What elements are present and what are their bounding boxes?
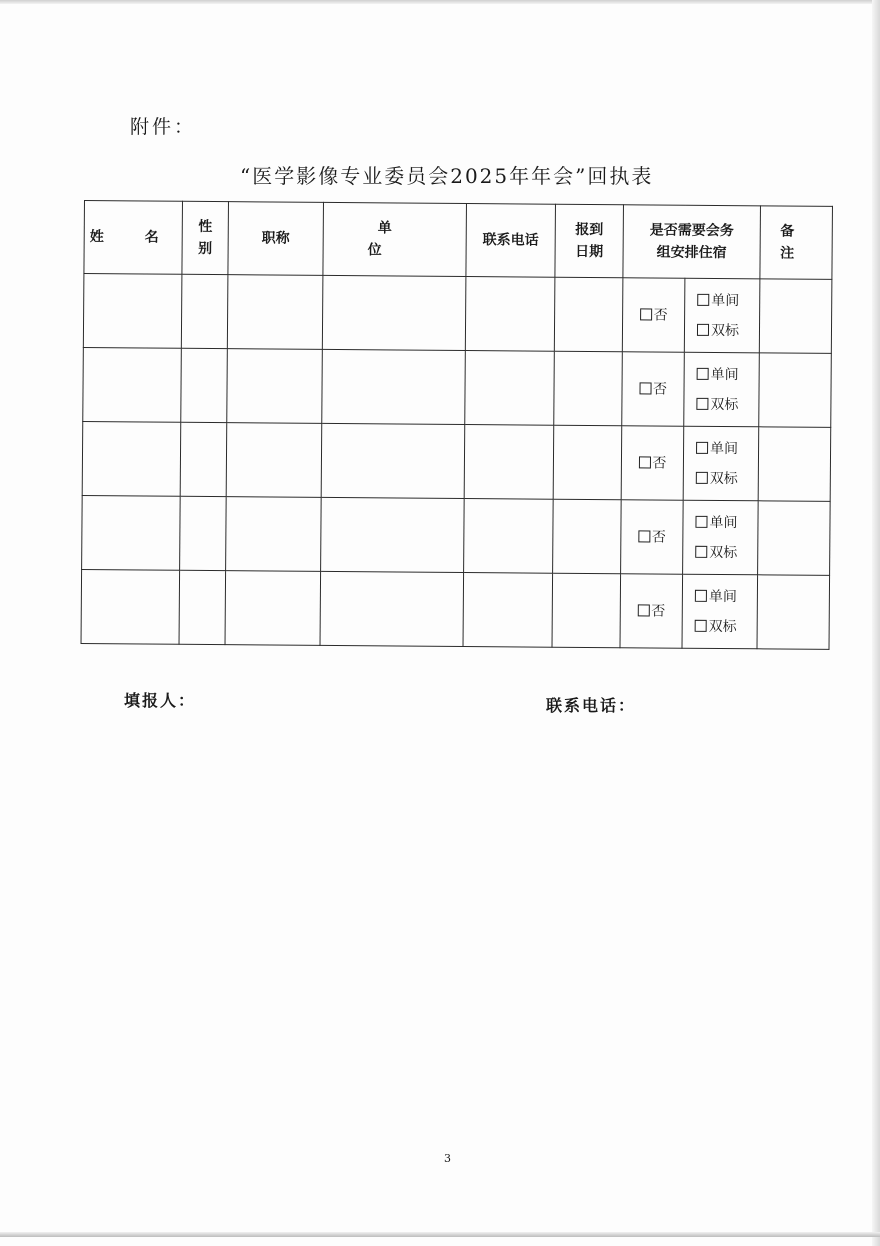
job-title-cell[interactable] [227, 275, 323, 350]
header-job-title: 职称 [228, 202, 324, 276]
form-title: “医学影像专业委员会2025年年会”回执表 [240, 164, 654, 188]
gender-cell[interactable] [181, 348, 228, 422]
accommodation-no-option[interactable] [621, 500, 684, 574]
gender-cell[interactable] [180, 422, 227, 496]
checkbox-icon[interactable] [695, 619, 707, 631]
phone-cell[interactable] [463, 572, 553, 647]
single-room-label: 单间 [709, 514, 738, 531]
arrival-date-cell[interactable] [553, 499, 622, 574]
phone-cell[interactable] [465, 277, 555, 352]
single-room-option[interactable] [685, 359, 759, 390]
checkbox-icon[interactable] [640, 308, 652, 320]
single-room-label: 单间 [708, 588, 737, 605]
name-cell[interactable] [83, 274, 182, 349]
option-no-label: 否 [651, 602, 666, 620]
single-room-option[interactable] [685, 285, 759, 316]
option-no-label: 否 [653, 306, 668, 324]
unit-cell[interactable] [321, 423, 465, 498]
option-no-label: 否 [651, 528, 666, 546]
checkbox-icon[interactable] [697, 367, 709, 379]
single-room-label: 单间 [710, 366, 739, 383]
single-room-label: 单间 [711, 292, 740, 309]
checkbox-icon[interactable] [696, 471, 708, 483]
arrival-date-cell[interactable] [554, 351, 623, 426]
accommodation-no-option[interactable] [621, 426, 684, 500]
unit-cell[interactable] [321, 497, 465, 572]
job-title-cell[interactable] [227, 349, 323, 424]
double-room-label: 双标 [708, 618, 737, 635]
accommodation-room-options[interactable] [684, 278, 760, 353]
gender-cell[interactable] [180, 496, 227, 570]
double-room-option[interactable] [683, 611, 757, 642]
checkbox-icon[interactable] [696, 397, 708, 409]
name-cell[interactable] [83, 347, 182, 422]
checkbox-icon[interactable] [697, 293, 709, 305]
double-room-label: 双标 [709, 544, 738, 561]
single-room-option[interactable] [684, 433, 758, 464]
filler-label: 填报人： [124, 691, 197, 710]
name-cell[interactable] [81, 569, 180, 644]
unit-cell[interactable] [322, 349, 466, 424]
header-accommodation: 是否需要会务 组安排住宿 [623, 205, 761, 279]
checkbox-icon[interactable] [637, 604, 649, 616]
double-room-label: 双标 [709, 470, 738, 487]
header-name: 姓 名 [84, 201, 183, 275]
accommodation-room-options[interactable] [683, 426, 759, 501]
phone-cell[interactable] [464, 424, 554, 499]
gender-cell[interactable] [179, 570, 226, 644]
scan-edge-right [872, 0, 880, 1246]
attachment-label: 附件： [130, 116, 197, 138]
header-unit: 单 位 [323, 202, 467, 276]
accommodation-no-option[interactable] [622, 278, 685, 352]
accommodation-room-options[interactable] [683, 500, 759, 575]
checkbox-icon[interactable] [638, 530, 650, 542]
header-remarks: 备 注 [760, 206, 833, 280]
double-room-label: 双标 [710, 322, 740, 339]
header-gender: 性 别 [182, 201, 229, 274]
double-room-option[interactable] [683, 537, 757, 568]
arrival-date-cell[interactable] [552, 573, 621, 648]
option-no-label: 否 [652, 454, 667, 472]
phone-cell[interactable] [464, 498, 554, 573]
remarks-cell[interactable] [757, 575, 830, 650]
remarks-cell[interactable] [758, 427, 831, 502]
accommodation-room-options[interactable] [684, 352, 760, 427]
footer-phone-label: 联系电话： [546, 696, 637, 715]
accommodation-room-options[interactable] [682, 574, 758, 649]
arrival-date-cell[interactable] [554, 277, 623, 352]
page-number: 3 [444, 1152, 451, 1165]
phone-cell[interactable] [465, 350, 555, 425]
header-phone: 联系电话 [466, 204, 556, 278]
name-cell[interactable] [82, 495, 181, 570]
checkbox-icon[interactable] [695, 589, 707, 601]
double-room-label: 双标 [710, 396, 739, 413]
checkbox-icon[interactable] [695, 515, 707, 527]
accommodation-no-option[interactable] [620, 574, 683, 648]
name-cell[interactable] [82, 421, 181, 496]
remarks-cell[interactable] [758, 501, 831, 576]
scan-edge-top [0, 0, 880, 4]
gender-cell[interactable] [181, 274, 228, 348]
double-room-option[interactable] [685, 315, 759, 346]
job-title-cell[interactable] [226, 497, 322, 572]
checkbox-icon[interactable] [697, 323, 709, 335]
single-room-label: 单间 [710, 440, 739, 457]
table-header-row [84, 201, 833, 280]
accommodation-no-option[interactable] [622, 352, 685, 426]
table-row [83, 274, 832, 354]
checkbox-icon[interactable] [695, 545, 707, 557]
table-row [82, 495, 831, 575]
job-title-cell[interactable] [226, 423, 322, 498]
header-arrival-date: 报到 日期 [555, 204, 624, 278]
table-row [83, 347, 832, 427]
option-no-label: 否 [652, 380, 668, 398]
arrival-date-cell[interactable] [553, 425, 622, 500]
single-room-option[interactable] [683, 507, 757, 538]
double-room-option[interactable] [684, 389, 758, 420]
table-row [81, 569, 830, 649]
unit-cell[interactable] [322, 275, 466, 350]
scan-edge-bottom [0, 1232, 880, 1237]
checkbox-icon[interactable] [639, 382, 651, 394]
double-room-option[interactable] [684, 463, 758, 494]
remarks-cell[interactable] [759, 279, 832, 354]
receipt-table [81, 200, 833, 650]
checkbox-icon[interactable] [696, 441, 708, 453]
table-row [82, 421, 831, 501]
single-room-option[interactable] [683, 581, 757, 612]
job-title-cell[interactable] [225, 571, 321, 646]
remarks-cell[interactable] [759, 353, 832, 428]
checkbox-icon[interactable] [638, 456, 650, 468]
unit-cell[interactable] [320, 571, 464, 646]
